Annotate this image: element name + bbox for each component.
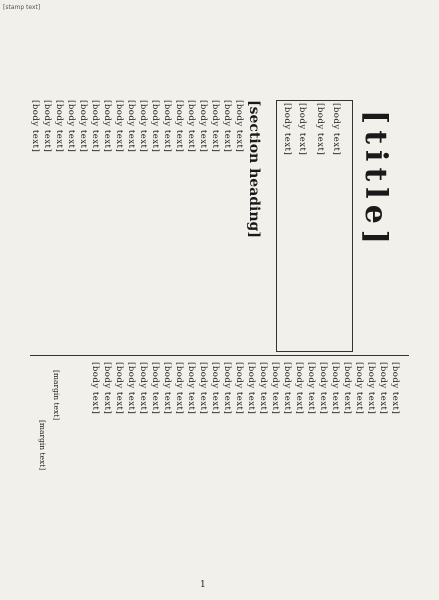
upper-col-13: [body text] (90, 100, 100, 153)
upper-col-17: [body text] (42, 100, 52, 153)
lower-col-24: [body text] (114, 362, 124, 415)
upper-col-4: [body text] (198, 100, 208, 153)
upper-col-10: [body text] (126, 100, 136, 153)
lower-col-11: [body text] (270, 362, 280, 415)
lower-col-25: [body text] (102, 362, 112, 415)
lower-col-20: [body text] (162, 362, 172, 415)
upper-col-1: [body text] (234, 100, 244, 153)
intro-col-1: [body text] (282, 103, 292, 156)
intro-col-4: [body text] (331, 103, 341, 156)
upper-col-5: [body text] (186, 100, 196, 153)
library-stamp: [stamp text] (3, 4, 41, 11)
upper-col-2: [body text] (222, 100, 232, 153)
lower-col-14: [body text] (234, 362, 244, 415)
lower-col-16: [body text] (210, 362, 220, 415)
lower-col-26: [body text] (90, 362, 100, 415)
lower-col-23: [body text] (126, 362, 136, 415)
page-number: 1 (200, 580, 206, 590)
lower-col-7: [body text] (318, 362, 328, 415)
page-title: [title] (358, 110, 393, 250)
lower-col-13: [body text] (246, 362, 256, 415)
upper-col-7: [body text] (162, 100, 172, 153)
upper-col-3: [body text] (210, 100, 220, 153)
lower-col-18: [body text] (186, 362, 196, 415)
upper-col-16: [body text] (54, 100, 64, 153)
upper-col-11: [body text] (114, 100, 124, 153)
section-divider (30, 355, 409, 356)
lower-col-4: [body text] (354, 362, 364, 415)
lower-col-8: [body text] (306, 362, 316, 415)
running-head-title: [margin text] (51, 370, 61, 421)
lower-col-2: [body text] (378, 362, 388, 415)
section-heading: [section heading] (246, 100, 262, 238)
intro-col-3: [body text] (315, 103, 325, 156)
lower-col-5: [body text] (342, 362, 352, 415)
upper-col-14: [body text] (78, 100, 88, 153)
lower-col-6: [body text] (330, 362, 340, 415)
running-head-sub: [margin text] (37, 420, 47, 471)
upper-col-12: [body text] (102, 100, 112, 153)
upper-col-8: [body text] (150, 100, 160, 153)
upper-col-9: [body text] (138, 100, 148, 153)
lower-col-9: [body text] (294, 362, 304, 415)
lower-col-3: [body text] (366, 362, 376, 415)
lower-col-15: [body text] (222, 362, 232, 415)
lower-col-10: [body text] (282, 362, 292, 415)
upper-col-15: [body text] (66, 100, 76, 153)
lower-col-19: [body text] (174, 362, 184, 415)
lower-col-22: [body text] (138, 362, 148, 415)
lower-col-1: [body text] (390, 362, 400, 415)
lower-col-21: [body text] (150, 362, 160, 415)
lower-col-17: [body text] (198, 362, 208, 415)
upper-col-6: [body text] (174, 100, 184, 153)
upper-col-18: [body text] (30, 100, 40, 153)
intro-col-2: [body text] (297, 103, 307, 156)
lower-col-12: [body text] (258, 362, 268, 415)
